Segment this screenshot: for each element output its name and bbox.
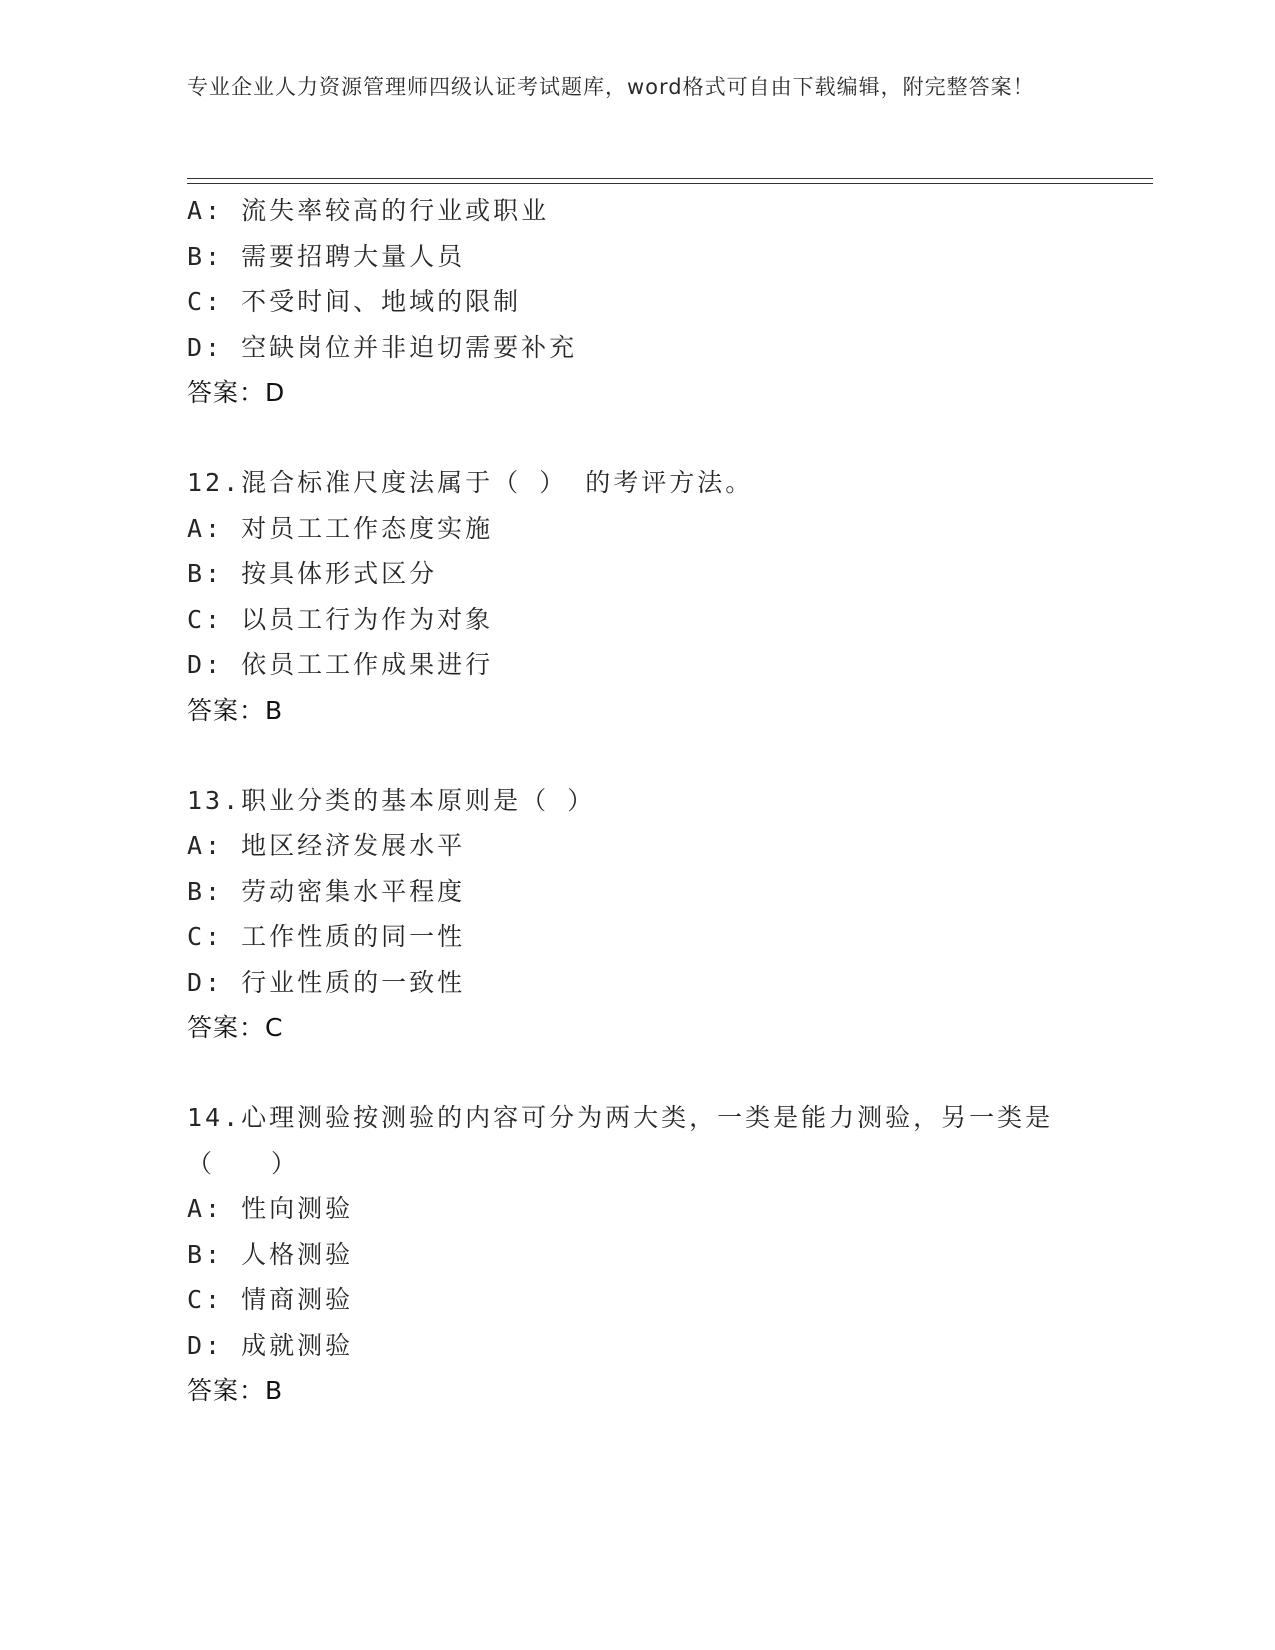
option-a: A: 地区经济发展水平 — [187, 831, 466, 860]
question-13 — [187, 778, 1137, 1051]
option-d: D: 行业性质的一致性 — [187, 967, 466, 997]
question-11 — [187, 188, 1137, 416]
document-header: 专业企业人力资源管理师四级认证考试题库，word格式可自由下载编辑，附完整答案！ — [187, 75, 1035, 99]
option-d: D: 空缺岗位并非迫切需要补充 — [187, 332, 578, 362]
option-d: D: 依员工工作成果进行 — [187, 650, 494, 679]
answer: 答案：C — [187, 1013, 284, 1042]
option-c: C: 不受时间、地域的限制 — [187, 287, 522, 316]
option-a: A: 流失率较高的行业或职业 — [187, 196, 550, 225]
answer: 答案：D — [187, 378, 286, 407]
question-gap — [187, 416, 1137, 461]
option-a: A: 性向测验 — [187, 1194, 354, 1223]
header-divider-top — [187, 178, 1153, 179]
question-stem: 14.心理测验按测验的内容可分为两大类，一类是能力测验，另一类是 — [187, 1103, 1054, 1132]
option-b: B: 人格测验 — [187, 1239, 354, 1269]
question-gap — [187, 733, 1137, 778]
option-b: B: 劳动密集水平程度 — [187, 876, 466, 906]
option-b: B: 需要招聘大量人员 — [187, 241, 466, 271]
option-a: A: 对员工工作态度实施 — [187, 513, 494, 543]
question-14 — [187, 1095, 1137, 1414]
question-stem: 12.混合标准尺度法属于（ ） 的考评方法。 — [187, 468, 754, 497]
question-stem-continuation: （ ） — [187, 1148, 300, 1178]
answer: 答案：B — [187, 1376, 284, 1405]
option-c: C: 以员工行为作为对象 — [187, 604, 494, 634]
question-12 — [187, 460, 1137, 733]
header-divider-bottom — [187, 183, 1153, 184]
answer: 答案：B — [187, 695, 284, 725]
option-b: B: 按具体形式区分 — [187, 559, 438, 588]
option-c: C: 情商测验 — [187, 1285, 354, 1314]
question-list — [187, 188, 1137, 1414]
option-c: C: 工作性质的同一性 — [187, 922, 466, 951]
question-stem: 13.职业分类的基本原则是（ ） — [187, 785, 596, 815]
question-gap — [187, 1051, 1137, 1096]
option-d: D: 成就测验 — [187, 1330, 354, 1360]
